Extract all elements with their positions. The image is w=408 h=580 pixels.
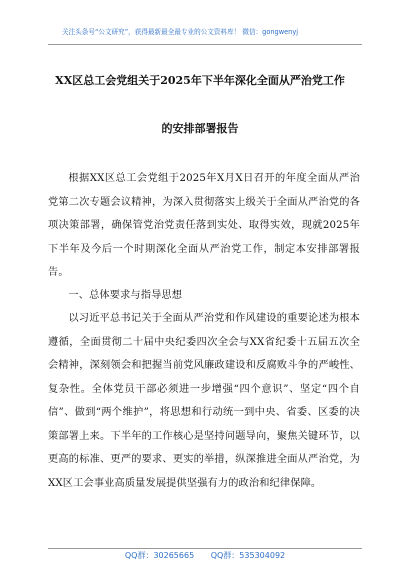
section-heading-1: 一、总体要求与指导思想	[68, 290, 183, 301]
footer-qq-group-2: QQ群：535304092	[210, 551, 286, 560]
body-paragraph-guidance: 以习近平总书记关于全面从严治党和作风建设的重要论述为根本遵循，全面贯彻二十届中央纪委四次全会与XX省纪委十五届五次全会精神，深刻领会和把握当前党风廉政建设和反腐败斗争的严峻性、复杂性。全体党员干部必须进一步增强“四个意识”、坚定“四个自信”、做到“两个维护”，将思想和行动统一到中央、省委、区委的决策部署上来。下半年的工作核心是坚持问题导向，聚焦关键环节，以更高的标准、更严的要求、更实的举措，纵深推进全面从严治党，为XX区工会事业高质量发展提供坚强有力的政治和纪律保障。	[48, 313, 360, 489]
footer-qq-group-1: QQ群：30265665	[124, 551, 195, 560]
header-divider	[48, 44, 362, 45]
document-title-line-2: 的安排部署报告	[161, 122, 239, 135]
footer-contact	[48, 550, 362, 562]
footer-divider	[48, 548, 362, 549]
document-title-line-1: XX区总工会党组关于2025年下半年深化全面从严治党工作	[55, 74, 345, 87]
body-paragraph-intro: 根据XX区总工会党组于2025年X月X日召开的年度全面从严治党第二次专题会议精神，为深入贯彻落实上级关于全面从严治党的各项决策部署，确保管党治党责任落到实处、取得实效，现就2025年下半年及今后一个时期深化全面从严治党工作，制定本安排部署报告。	[48, 173, 360, 278]
header-promo-text: 关注头条号“公文研究”，获得最新最全最专业的公文资料库！ 微信：gongwenyj	[62, 28, 299, 36]
